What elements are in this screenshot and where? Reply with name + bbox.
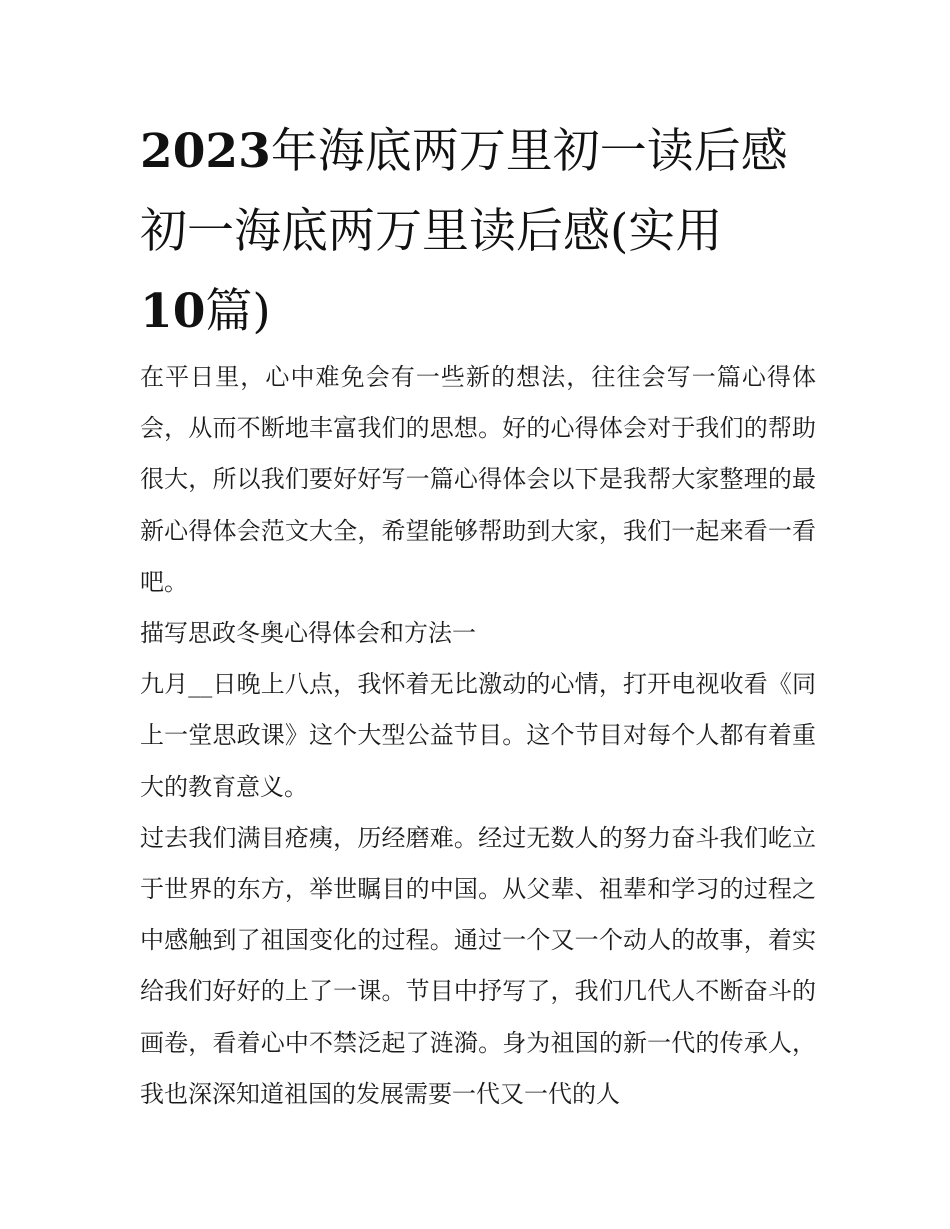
- title-line1-text: 年海底两万里初一读后感: [270, 124, 788, 179]
- document-title: [140, 112, 820, 352]
- document-body: [140, 352, 816, 1120]
- paragraph-3: 过去我们满目疮痍，历经磨难。经过无数人的努力奋斗我们屹立于世界的东方，举世瞩目的中国。从父辈、祖辈和学习的过程之中感触到了祖国变化的过程。通过一个又一个动人的故事，着实给我们好好的上了一课。节目中抒写了，我们几代人不断奋斗的画卷，看着心中不禁泛起了涟漪。身为祖国的新一代的传承人，我也深深知道祖国的发展需要一代又一代的人: [140, 823, 816, 1108]
- paragraph-2: 九月__日晚上八点，我怀着无比激动的心情，打开电视收看《同上一堂思政课》这个大型公益节目。这个节目对每个人都有着重大的教育意义。: [140, 670, 816, 801]
- paragraph-heading: 描写思政冬奥心得体会和方法一: [140, 619, 476, 648]
- title-year: 2023: [140, 124, 271, 179]
- title-tail: 篇): [205, 284, 271, 339]
- title-line2-text: 初一海底两万里读后感(实用: [140, 204, 723, 259]
- title-count: 10: [140, 284, 206, 339]
- paragraph-intro: 在平日里，心中难免会有一些新的想法，往往会写一篇心得体会，从而不断地丰富我们的思想。好的心得体会对于我们的帮助很大，所以我们要好好写一篇心得体会以下是我帮大家整理的最新心得体会范文大全，希望能够帮助到大家，我们一起来看一看吧。: [140, 363, 816, 596]
